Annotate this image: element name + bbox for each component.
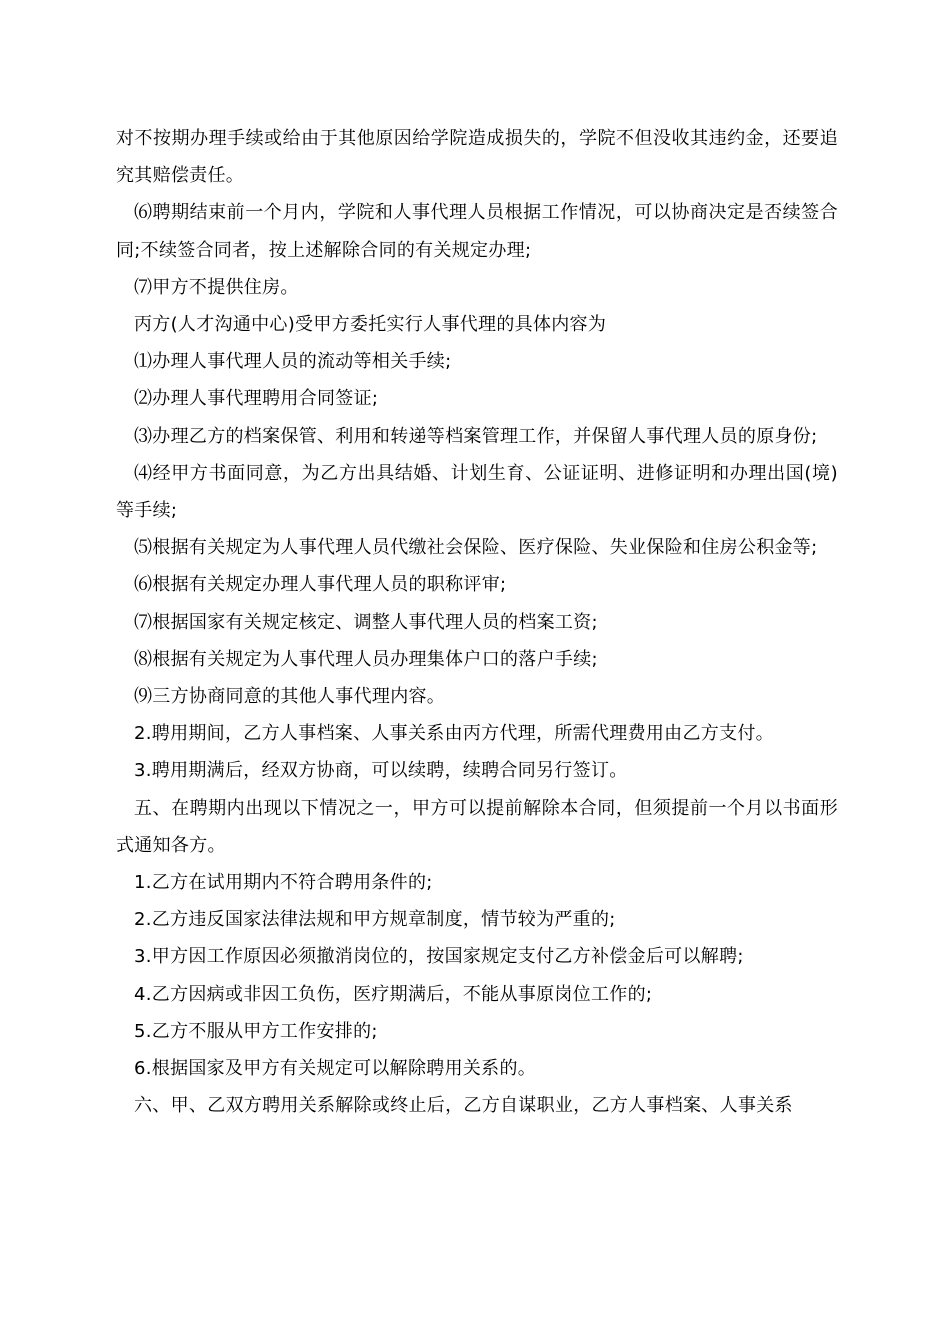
paragraph-21: 5.乙方不服从甲方工作安排的; — [134, 1020, 378, 1042]
paragraph-1: 对不按期办理手续或给由于其他原因给学院造成损失的，学院不但没收其违约金，还要追究其赔偿责任。 — [116, 128, 838, 187]
paragraph-16: 五、在聘期内出现以下情况之一，甲方可以提前解除本合同，但须提前一个月以书面形式通知各方。 — [116, 797, 838, 856]
paragraph-22: 6.根据国家及甲方有关规定可以解除聘用关系的。 — [134, 1058, 537, 1080]
paragraph-6: ⑵办理人事代理聘用合同签证; — [134, 388, 379, 410]
paragraph-23: 六、甲、乙双方聘用关系解除或终止后，乙方自谋职业，乙方人事档案、人事关系 — [134, 1095, 793, 1117]
paragraph-17: 1.乙方在试用期内不符合聘用条件的; — [134, 872, 433, 894]
paragraph-4: 丙方(人才沟通中心)受甲方委托实行人事代理的具体内容为 — [134, 314, 607, 336]
paragraph-3: ⑺甲方不提供住房。 — [134, 276, 299, 298]
paragraph-20: 4.乙方因病或非因工负伤，医疗期满后，不能从事原岗位工作的; — [134, 983, 653, 1005]
paragraph-18: 2.乙方违反国家法律法规和甲方规章制度，情节较为严重的; — [134, 909, 616, 931]
paragraph-11: ⑺根据国家有关规定核定、调整人事代理人员的档案工资; — [134, 611, 598, 633]
paragraph-15: 3.聘用期满后，经双方协商，可以续聘，续聘合同另行签订。 — [134, 760, 628, 782]
paragraph-7: ⑶办理乙方的档案保管、利用和转递等档案管理工作，并保留人事代理人员的原身份; — [134, 425, 818, 447]
paragraph-5: ⑴办理人事代理人员的流动等相关手续; — [134, 351, 452, 373]
paragraph-14: 2.聘用期间，乙方人事档案、人事关系由丙方代理，所需代理费用由乙方支付。 — [134, 723, 774, 745]
paragraph-9: ⑸根据有关规定为人事代理人员代缴社会保险、医疗保险、失业保险和住房公积金等; — [134, 537, 818, 559]
paragraph-10: ⑹根据有关规定办理人事代理人员的职称评审; — [134, 574, 507, 596]
paragraph-13: ⑼三方协商同意的其他人事代理内容。 — [134, 686, 446, 708]
document-body — [116, 120, 838, 1124]
paragraph-2: ⑹聘期结束前一个月内，学院和人事代理人员根据工作情况，可以协商决定是否续签合同;不续签合同者，按上述解除合同的有关规定办理; — [116, 202, 838, 261]
paragraph-19: 3.甲方因工作原因必须撤消岗位的，按国家规定支付乙方补偿金后可以解聘; — [134, 946, 744, 968]
paragraph-12: ⑻根据有关规定为人事代理人员办理集体户口的落户手续; — [134, 648, 598, 670]
paragraph-8: ⑷经甲方书面同意，为乙方出具结婚、计划生育、公证证明、进修证明和办理出国(境)等手续; — [116, 462, 838, 522]
